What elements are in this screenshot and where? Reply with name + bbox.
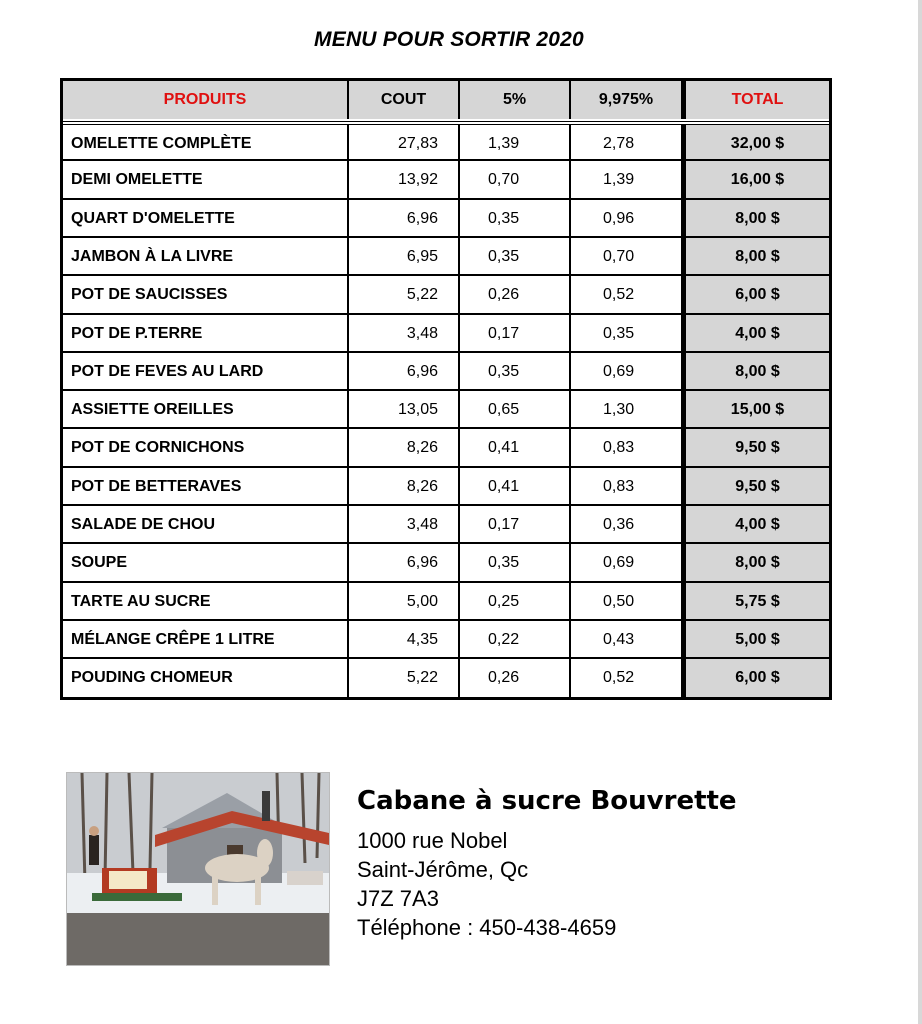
item-cost: 8,26 [349, 429, 460, 467]
menu-row [63, 236, 829, 276]
item-total: 8,00 $ [683, 238, 829, 276]
menu-row [63, 466, 829, 506]
item-total: 16,00 $ [683, 161, 829, 199]
header-produits: PRODUITS [63, 81, 349, 119]
item-cost: 13,92 [349, 161, 460, 199]
postal-code: J7Z 7A3 [357, 886, 439, 911]
item-total: 5,00 $ [683, 621, 829, 659]
menu-row [63, 657, 829, 697]
table-header-row [63, 81, 829, 119]
item-tvq: 0,52 [571, 276, 683, 314]
item-tvq: 0,50 [571, 583, 683, 621]
item-cost: 27,83 [349, 125, 460, 163]
item-cost: 13,05 [349, 391, 460, 429]
menu-row [63, 542, 829, 582]
item-name: OMELETTE COMPLÈTE [63, 125, 349, 163]
item-tvq: 0,96 [571, 200, 683, 238]
menu-row [63, 581, 829, 621]
item-total: 9,50 $ [683, 468, 829, 506]
header-cout: COUT [349, 81, 460, 119]
item-cost: 6,96 [349, 544, 460, 582]
item-name: DEMI OMELETTE [63, 161, 349, 199]
item-cost: 6,96 [349, 353, 460, 391]
item-total: 6,00 $ [683, 659, 829, 697]
photo-illustration [67, 773, 329, 965]
item-name: SOUPE [63, 544, 349, 582]
item-tps: 0,65 [460, 391, 571, 429]
item-cost: 6,96 [349, 200, 460, 238]
item-tps: 0,41 [460, 429, 571, 467]
item-name: QUART D'OMELETTE [63, 200, 349, 238]
item-total: 9,50 $ [683, 429, 829, 467]
menu-row [63, 351, 829, 391]
item-tps: 0,35 [460, 353, 571, 391]
menu-row [63, 274, 829, 314]
menu-row [63, 427, 829, 467]
item-total: 8,00 $ [683, 353, 829, 391]
item-tps: 0,26 [460, 276, 571, 314]
item-total: 4,00 $ [683, 315, 829, 353]
item-cost: 5,22 [349, 276, 460, 314]
menu-row [63, 198, 829, 238]
item-total: 8,00 $ [683, 200, 829, 238]
phone-number: Téléphone : 450-438-4659 [357, 915, 617, 940]
item-name: POUDING CHOMEUR [63, 659, 349, 697]
business-info [357, 786, 737, 942]
item-name: POT DE CORNICHONS [63, 429, 349, 467]
item-name: TARTE AU SUCRE [63, 583, 349, 621]
item-cost: 4,35 [349, 621, 460, 659]
item-total: 15,00 $ [683, 391, 829, 429]
item-tvq: 1,30 [571, 391, 683, 429]
item-tvq: 2,78 [571, 125, 683, 163]
item-total: 6,00 $ [683, 276, 829, 314]
item-tps: 0,35 [460, 544, 571, 582]
header-total: TOTAL [683, 81, 829, 119]
menu-table [60, 78, 832, 700]
item-name: POT DE FEVES AU LARD [63, 353, 349, 391]
item-tps: 0,26 [460, 659, 571, 697]
item-tvq: 0,35 [571, 315, 683, 353]
item-name: POT DE P.TERRE [63, 315, 349, 353]
item-tvq: 1,39 [571, 161, 683, 199]
item-tvq: 0,83 [571, 429, 683, 467]
item-tps: 0,17 [460, 506, 571, 544]
item-cost: 8,26 [349, 468, 460, 506]
item-cost: 3,48 [349, 506, 460, 544]
item-tps: 0,35 [460, 200, 571, 238]
item-cost: 5,00 [349, 583, 460, 621]
item-name: MÉLANGE CRÊPE 1 LITRE [63, 621, 349, 659]
address-line-2: Saint-Jérôme, Qc [357, 857, 529, 882]
item-name: SALADE DE CHOU [63, 506, 349, 544]
item-name: POT DE BETTERAVES [63, 468, 349, 506]
item-tvq: 0,83 [571, 468, 683, 506]
item-cost: 3,48 [349, 315, 460, 353]
item-name: POT DE SAUCISSES [63, 276, 349, 314]
item-tps: 0,17 [460, 315, 571, 353]
menu-row [63, 159, 829, 199]
item-name: ASSIETTE OREILLES [63, 391, 349, 429]
item-tvq: 0,69 [571, 544, 683, 582]
item-tps: 0,41 [460, 468, 571, 506]
header-tps: 5% [460, 81, 571, 119]
sugar-shack-photo [66, 772, 330, 966]
item-tps: 0,70 [460, 161, 571, 199]
item-total: 8,00 $ [683, 544, 829, 582]
item-tvq: 0,52 [571, 659, 683, 697]
menu-row [63, 389, 829, 429]
item-tps: 1,39 [460, 125, 571, 163]
item-cost: 6,95 [349, 238, 460, 276]
menu-row [63, 313, 829, 353]
item-tps: 0,35 [460, 238, 571, 276]
item-tvq: 0,69 [571, 353, 683, 391]
item-cost: 5,22 [349, 659, 460, 697]
item-tps: 0,22 [460, 621, 571, 659]
page-edge [918, 0, 922, 1024]
menu-row [63, 504, 829, 544]
item-tps: 0,25 [460, 583, 571, 621]
item-tvq: 0,36 [571, 506, 683, 544]
menu-row [63, 619, 829, 659]
menu-row [63, 121, 829, 163]
address-line-1: 1000 rue Nobel [357, 828, 508, 853]
business-name: Cabane à sucre Bouvrette [357, 786, 737, 816]
item-total: 5,75 $ [683, 583, 829, 621]
header-tvq: 9,975% [571, 81, 683, 119]
menu-title: MENU POUR SORTIR 2020 [314, 28, 584, 51]
item-tvq: 0,70 [571, 238, 683, 276]
item-total: 32,00 $ [683, 125, 829, 163]
item-total: 4,00 $ [683, 506, 829, 544]
item-name: JAMBON À LA LIVRE [63, 238, 349, 276]
item-tvq: 0,43 [571, 621, 683, 659]
